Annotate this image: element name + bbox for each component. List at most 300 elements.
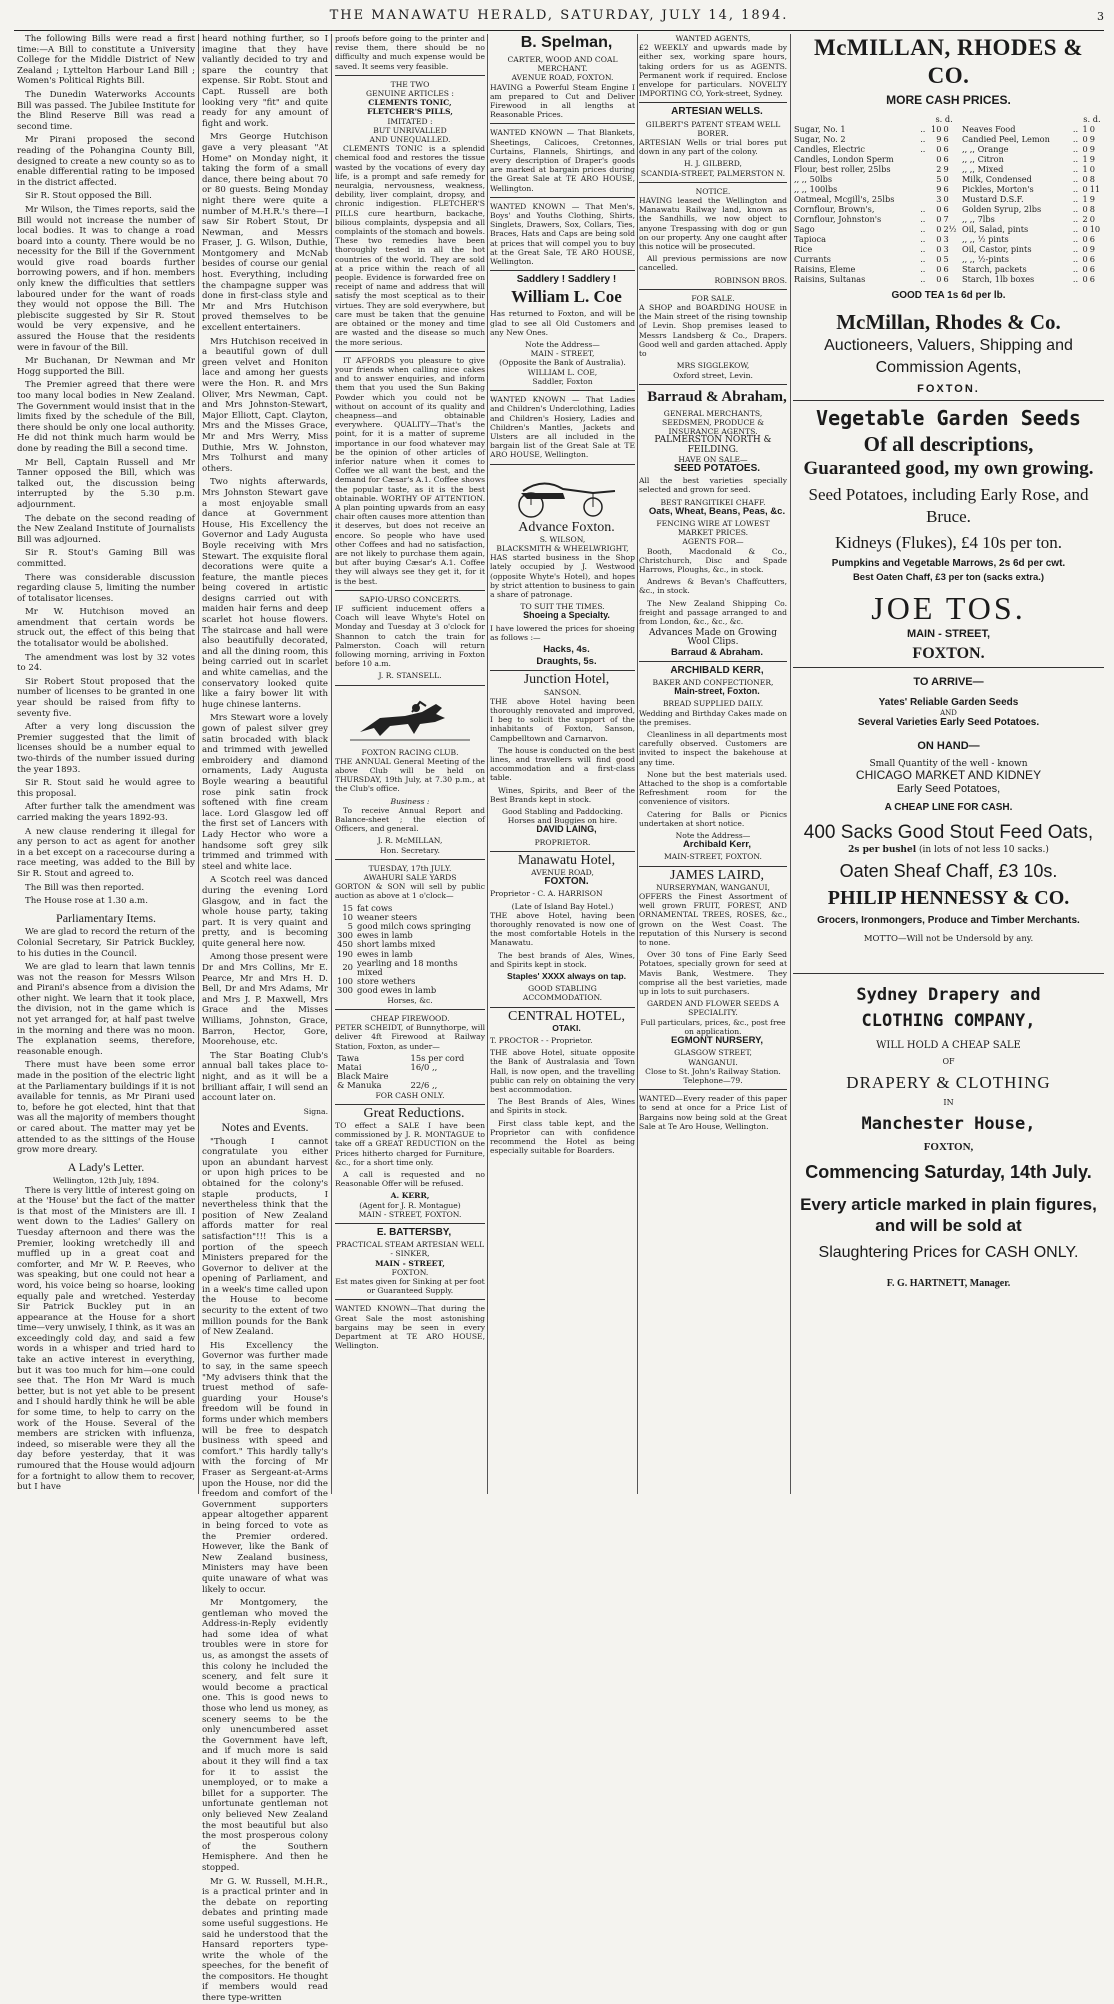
advert-line: Several Varieties Early Seed Potatoes. bbox=[857, 716, 1040, 728]
table-row bbox=[793, 204, 1104, 214]
table-cell: .. bbox=[920, 223, 926, 234]
advert-line: PALMERSTON NORTH & FEILDING. bbox=[654, 435, 772, 455]
advert-line: OF bbox=[942, 1057, 955, 1067]
advert-line: CLEMENTS TONIC, bbox=[368, 98, 452, 108]
advert-heading: ARTESIAN WELLS. bbox=[671, 106, 763, 118]
advert-heading: Barraud & Abraham, bbox=[647, 388, 787, 405]
table-row bbox=[793, 144, 1104, 154]
table-row bbox=[793, 124, 1104, 134]
table-cell: .. bbox=[1072, 133, 1079, 144]
table-cell: 0 bbox=[936, 153, 942, 164]
article-paragraph: The Star Boating Club's annual ball takes place to-night, and as it will be a brilliant affair, I will send an account later on. bbox=[202, 1050, 328, 1104]
advert-te-aro bbox=[335, 1299, 485, 1350]
advert-heading: Junction Hotel, bbox=[523, 672, 610, 688]
table-cell: Golden Syrup, 2lbs bbox=[961, 203, 1042, 214]
advert-joe-tos bbox=[793, 400, 1104, 663]
article-paragraph: The Premier agreed that there were too many local bodies in New Zealand. The Government would insist that in the limits fixed by the schedule of the Bill, there should be only one local authority. He did not think much harm would be done by reading the Bill a second time. bbox=[17, 380, 195, 454]
table-cell: 6 bbox=[1089, 263, 1095, 274]
table-cell: 5 bbox=[943, 253, 949, 264]
dateline: Wellington, 12th July, 1894. bbox=[52, 1176, 160, 1186]
advert-body: To receive Annual Report and Balance-sheet ; the election of Officers, and general. bbox=[335, 805, 485, 834]
advert-line: Kidneys (Flukes), £4 10s per ton. bbox=[834, 532, 1063, 552]
table-cell: 0 bbox=[1082, 223, 1088, 234]
advert-body: THE ANNUAL General Meeting of the above Club will be held on THURSDAY, 19th July, at 7.30 p.m., at the Club's office. bbox=[335, 756, 485, 794]
advert-line: IN bbox=[943, 1098, 954, 1108]
firewood-price-list bbox=[335, 1054, 485, 1091]
advert-body: Wines, Spirits, and Beer of the Best Brands kept in stock. bbox=[490, 785, 635, 804]
advert-barraud-abraham bbox=[639, 384, 787, 657]
table-cell: 6 bbox=[1089, 233, 1095, 244]
column-3 bbox=[335, 34, 485, 1494]
advert-body: Has returned to Foxton, and will be glad to see all Old Customers and any New Ones. bbox=[490, 309, 635, 337]
advert-te-aro-wanted bbox=[639, 1089, 787, 1131]
table-row bbox=[793, 224, 1104, 234]
article-paragraph: heard nothing further, so I imagine that they have valiantly decided to try and spare the country that expense. Sir Robt. Stout and Capt. Russell are both looking very "fit" and quite ready for any amount of fight and work. bbox=[202, 34, 328, 129]
advert-line: FOXTON, bbox=[923, 1141, 974, 1154]
table-cell: Oatmeal, Mcgill's, 25lbs bbox=[794, 193, 895, 204]
table-cell: 6 bbox=[1089, 253, 1095, 264]
advert-line: Best Oaten Chaff, £3 per ton (sacks extra.) bbox=[852, 572, 1045, 584]
advert-artesian-wells bbox=[639, 102, 787, 177]
advert-line: Horses, &c. bbox=[387, 995, 433, 1005]
article-paragraph: The debate on the second reading of the New Zealand Institute of Journalists Bill was adjourned. bbox=[17, 513, 195, 545]
table-cell: 1 bbox=[1082, 193, 1088, 204]
table-cell: ,, ,, 7lbs bbox=[961, 213, 995, 224]
advert-line: OTAKI. bbox=[552, 1022, 581, 1033]
table-cell: .. bbox=[1072, 193, 1079, 204]
advert-te-aro-ladies bbox=[490, 390, 635, 459]
masthead-title: THE MANAWATU HERALD, SATURDAY, JULY 14, 1894. bbox=[329, 8, 789, 23]
advert-line: Saddlery ! Saddlery ! bbox=[516, 274, 617, 286]
advert-line: Oats, Wheat, Beans, Peas, &c. bbox=[648, 505, 786, 517]
advert-body: Over 30 tons of Fine Early Seed Potatoes, specially grown for seed at Mavis Bank, Westmere. They comprise all the best varieties, made up in lots to suit purchasers. bbox=[639, 950, 787, 997]
advert-manawatu-hotel bbox=[490, 851, 635, 1003]
table-cell: Sugar, No. 1 bbox=[794, 123, 846, 134]
article-paragraph: Mr Bell, Captain Russell and Mr Tanner opposed the Bill, which was talked out, the discussion being interrupted by the 5.30 p.m. adjournment. bbox=[17, 457, 195, 510]
table-cell: .. bbox=[1072, 143, 1079, 154]
table-row bbox=[793, 214, 1104, 224]
advert-line: A CHEAP LINE FOR CASH. bbox=[884, 801, 1013, 813]
table-cell: 0 bbox=[936, 263, 942, 274]
advert-line: Auctioneers, Valuers, Shipping and Commission Agents, bbox=[824, 337, 1073, 377]
table-cell: 6 bbox=[943, 203, 949, 214]
table-cell: .. bbox=[1072, 273, 1079, 284]
advert-heading: NOTICE. bbox=[695, 186, 731, 196]
article-paragraph: Mr W. Hutchison moved an amendment that certain words be struck out, the effect of this being that the totalisator would be abolished. bbox=[17, 607, 195, 650]
article-paragraph: The amendment was lost by 32 votes to 24. bbox=[17, 652, 195, 674]
table-cell: short lambs mixed bbox=[357, 939, 436, 950]
advert-line: Yates' Reliable Garden Seeds bbox=[878, 697, 1019, 709]
advert-line: TO SUIT THE TIMES. bbox=[520, 602, 605, 612]
column-rule bbox=[487, 34, 488, 1494]
advert-heading: WANTED AGENTS, bbox=[675, 34, 751, 43]
advert-line: TUESDAY, 17th JULY. bbox=[368, 863, 452, 873]
advert-body: TO effect a SALE I have been commissioned by J. R. MONTAGUE to take off a GREAT REDUCTION on the Prices hitherto charged for Furniture, &c., for a short time only. bbox=[335, 1120, 485, 1167]
advert-body: The best brands of Ales, Wines, and Spirits kept in stock. bbox=[490, 950, 635, 969]
advert-line: Oaten Sheaf Chaff, £3 10s. bbox=[839, 861, 1058, 882]
advert-hennessy bbox=[793, 667, 1104, 944]
article-paragraph: The following Bills were read a first time:—A Bill to constitute a University College for the Middle District of New Zealand ; Lyttelton Harbour Land Bill ; Women's Political Rights Bill. bbox=[17, 34, 195, 87]
table-row bbox=[793, 184, 1104, 194]
advert-line: Note the Address— bbox=[525, 340, 600, 350]
advert-line: S. WILSON, bbox=[539, 534, 586, 544]
table-cell: .. bbox=[1072, 263, 1079, 274]
table-cell: Matai bbox=[337, 1061, 362, 1072]
column-rule bbox=[790, 34, 791, 1494]
table-cell: Rice bbox=[794, 243, 813, 254]
column-1 bbox=[17, 34, 195, 1494]
advert-great-reductions bbox=[335, 1104, 485, 1219]
advert-line: MAIN - STREET, bbox=[530, 349, 595, 359]
article-paragraph: His Excellency the Governor was further made to say, in the same speech "My advisers think that the truest method of safe-guarding your House's freedom will be found in forms under which members will be free to despatch business with speed and comfort." This hardly tally's with the forcing of Mr Fraser as Sergeant-at-Arms upon the House, nor did the freedom and comfort of the Government supporters appear altogether apparent in being forced to vote as the Premier ordered. However, like the Bank of New Zealand business, Ministers may have been quite unaware of what was likely to occur. bbox=[202, 1340, 328, 1595]
table-cell: 0 bbox=[936, 273, 942, 284]
table-cell: 5 bbox=[936, 173, 942, 184]
article-paragraph: "Though I cannot congratulate you either upon an abundant harvest or upon high prices to be obtained for the colony's staple products, I nevertheless think that the position of New Zealand affords matter for real satisfaction"!!! This is a portion of the speech Ministers prepared for the Governor to deliver at the opening of Parliament, and in a week's time called upon the House to become security to the extent of two million pounds for the Bank of New Zealand. bbox=[202, 1136, 328, 1338]
table-cell: 100 bbox=[337, 976, 353, 987]
table-cell: .. bbox=[920, 143, 926, 154]
table-cell: .. bbox=[920, 263, 926, 274]
article-paragraph: Mrs Stewart wore a lovely gown of palest silver grey satin brocaded with black and trimmed with jewelled embroidery and diamond ornaments, Lady Augusta Boyle wearing a beautiful rose pink satin frock softened with fine cream lace. Lord Glasgow led off the first set of Lancers with Lady Hector who wore a handsome soft grey silk trimmed and trimmed with steel and white lace. bbox=[202, 713, 328, 872]
advert-heading: SAPIO-URSO CONCERTS. bbox=[359, 594, 461, 604]
table-cell: Mustard D.S.F. bbox=[961, 193, 1024, 204]
table-cell: 0 bbox=[1089, 213, 1095, 224]
article-paragraph: Sir R. Stout's Gaming Bill was committed. bbox=[17, 548, 195, 569]
table-cell: 0 bbox=[1082, 263, 1088, 274]
advert-wanted-agents bbox=[639, 34, 787, 98]
table-cell: .. bbox=[1072, 223, 1079, 234]
advert-line: (Opposite the Bank of Australia). bbox=[499, 358, 626, 368]
table-row bbox=[335, 1081, 485, 1090]
table-row bbox=[793, 254, 1104, 264]
advert-line: Staples' XXXX always on tap. bbox=[506, 971, 627, 982]
table-cell: store wethers bbox=[357, 976, 416, 987]
advert-line: Shoeing a Specialty. bbox=[523, 610, 610, 621]
article-paragraph: The House rose at 1.30 a.m. bbox=[25, 896, 148, 907]
table-cell: 10 bbox=[931, 123, 942, 134]
table-cell: 9 bbox=[943, 163, 949, 174]
advert-line: GILBERT'S PATENT STEAM WELL BORER. bbox=[645, 119, 781, 138]
advert-wilson-blacksmith bbox=[490, 464, 635, 667]
table-cell: 1 bbox=[1082, 163, 1088, 174]
table-cell: Sago bbox=[794, 223, 815, 234]
advert-line: Grocers, Ironmongers, Produce and Timber Merchants. bbox=[817, 915, 1080, 927]
table-cell bbox=[918, 154, 927, 164]
advert-heading: THE TWO bbox=[390, 79, 430, 89]
advert-heading: FOXTON RACING CLUB. bbox=[361, 747, 459, 757]
table-cell: fat cows bbox=[357, 902, 393, 913]
table-row bbox=[793, 274, 1104, 284]
advert-line: FENCING WIRE AT LOWEST MARKET PRICES. bbox=[656, 518, 770, 538]
advert-line: BLACKSMITH & WHEELWRIGHT, bbox=[496, 543, 629, 553]
table-cell: .. bbox=[1072, 253, 1079, 264]
table-cell: Pickles, Morton's bbox=[961, 183, 1034, 194]
article-paragraph: Mr Wilson, the Times reports, said the Bill would not increase the number of local bodies. It was to change a road board into a county. There would be no necessity for the Bill if the Government would give road boards further borrowing powers, and if hon. members only knew the difficulties that settlers laboured under for the want of roads they would not oppose the Bill. The plebiscite suggested by Sir R. Stout would be very expensive, and he assured the House that the residents were in favour of the Bill. bbox=[17, 204, 195, 353]
article-paragraph: A Scotch reel was danced during the evening Lord Glasgow, and in fact the whole house party, taking part. It is very quaint and pretty, and is becoming quite general here now. bbox=[202, 875, 328, 949]
article-paragraph: Sir R. Stout opposed the Bill. bbox=[25, 191, 152, 202]
advert-signature: Saddler, Foxton bbox=[532, 376, 593, 386]
advert-body: Cleanliness in all departments most carefully observed. Customers are invited to inspect the bakehouse at any time. bbox=[639, 730, 787, 767]
column-2 bbox=[202, 34, 328, 2004]
advert-line: MAIN - STREET, bbox=[906, 628, 991, 641]
advert-sydney-drapery bbox=[793, 973, 1104, 1290]
advert-heading: Sydney Drapery and bbox=[856, 984, 1041, 1005]
table-cell: .. bbox=[1072, 233, 1079, 244]
page-mark: 3 bbox=[1097, 10, 1104, 23]
advert-heading: Advance Foxton. bbox=[518, 519, 615, 535]
advert-line: BEST RANGITIKEI CHAFF. bbox=[660, 497, 766, 507]
table-cell: 11 bbox=[1089, 183, 1101, 194]
advert-heading: McMillan, Rhodes & Co. bbox=[836, 310, 1061, 335]
advert-body: OFFERS the Finest Assortment of well grown FRUIT, FOREST, AND ORNAMENTAL TREES, ROSES, &c., grown on the West Coast. The reputation of this Nursery is second to none. bbox=[639, 892, 787, 948]
table-cell: ,, ,, 50lbs bbox=[794, 173, 833, 184]
table-cell: 8 bbox=[1089, 173, 1095, 184]
advert-notice bbox=[639, 182, 787, 285]
table-cell bbox=[918, 174, 927, 184]
advert-heading: FOR SALE. bbox=[691, 293, 735, 303]
advert-body: THE above Hotel, situate opposite the Bank of Australasia and Town Hall, is now open, and the travelling public can rely on obtaining the very best accommodation. bbox=[490, 1048, 635, 1095]
table-cell: Raisins, Eleme bbox=[794, 263, 856, 274]
advert-body: IF sufficient inducement offers a Coach will leave Whyte's Hotel on Monday and Tuesday at 3 o'clock for Shannon to catch the train for Palmerston. Coach will return following morning, arriving in Foxton before 10 a.m. bbox=[335, 603, 485, 669]
table-cell: 190 bbox=[337, 948, 353, 959]
table-row bbox=[793, 194, 1104, 204]
advert-body: GORTON & SON will sell by public auction as above at 1 o'clock— bbox=[335, 882, 485, 901]
advert-line: AND UNEQUALLED. bbox=[369, 135, 451, 145]
advert-body: WANTED KNOWN — That Blankets, Sheetings, Calicoes, Cretonnes, Curtains, Flannels, Shirtings, and every description of Draper's goods are marked at bargain prices during the Great Sale at TE ARO HOUSE, Wellington. bbox=[490, 128, 635, 193]
table-cell: Milk, Condensed bbox=[961, 173, 1032, 184]
article-paragraph: We are glad to record the return of the Colonial Secretary, Sir Patrick Buckley, to his duties in the Council. bbox=[17, 927, 196, 959]
column-rule bbox=[331, 34, 332, 1494]
advert-body: Booth, Macdonald & Co., Christchurch, Disc and Spade Harrows, Ploughs, &c., in stock. bbox=[639, 546, 787, 574]
table-row bbox=[335, 986, 485, 995]
advert-line: FLETCHER'S PILLS, bbox=[367, 107, 453, 117]
table-row bbox=[793, 234, 1104, 244]
table-row bbox=[793, 154, 1104, 164]
advert-line: FOXTON. bbox=[391, 1267, 429, 1277]
advert-line: Advances Made on Growing Wool Clips. bbox=[648, 628, 777, 648]
table-cell: good milch cows springing bbox=[357, 921, 471, 932]
advert-line: MAIN - STREET, bbox=[375, 1258, 445, 1268]
advert-line: Early Seed Potatoes, bbox=[896, 782, 1001, 795]
table-cell: 0 bbox=[936, 203, 942, 214]
table-cell: ,, ,, 100lbs bbox=[794, 183, 838, 194]
advert-coe-saddlery bbox=[490, 270, 635, 386]
advert-line: Commencing Saturday, 14th July. bbox=[805, 1162, 1092, 1183]
table-cell: .. bbox=[920, 203, 926, 214]
advert-body: CLEMENTS TONIC is a splendid chemical food and restores the tissue wasted by the vocations of every day life, is a prompt and safe remedy for neuralgia, nervousness, weakness, debility, liver complaint, dropsy, and chronic indigestion. FLETCHER'S PILLS cure heartburn, backache, bilious complaints, dyspepsia and all complaints of the stomach and bowels. These two remedies have been thoroughly tested in all the hot countries of the world. They are sold at a price within the reach of all people. Evidence is forwarded free on receipt of name and address that will satisfy the most sceptical as to their virtues. They are sold everywhere, but care must be taken that the genuine are obtained or the money and time are wasted and the disease so much the more serious. bbox=[335, 144, 485, 347]
article-paragraph: Mrs George Hutchison gave a very pleasant "At Home" on Monday night, it taking the form of a small dance, there being about 70 or 80 guests. Being Monday night there were quite a number of M.H.R.'s there—I saw Sir Robert Stout, Dr Newman, and Messrs Fraser, J. G. Wilson, Duthie, Montgomery and McNab besides of course our genial host. Everything, including the champagne supper was done in first-class style and Mr and Mrs Hutchison proved themselves to be excellent entertainers. bbox=[202, 132, 328, 334]
table-cell: Raisins, Sultanas bbox=[794, 273, 866, 284]
table-cell: 0 bbox=[1082, 253, 1088, 264]
table-cell: Black Maire bbox=[337, 1071, 389, 1082]
column-rule bbox=[198, 34, 199, 1494]
advert-signature: MAIN-STREET, FOXTON. bbox=[664, 852, 762, 862]
table-cell: ,, ,, ½-pints bbox=[961, 253, 1009, 264]
table-row bbox=[793, 164, 1104, 174]
advert-line: Note the Address— bbox=[675, 831, 751, 841]
table-cell: 6 bbox=[943, 133, 949, 144]
advert-central-hotel bbox=[490, 1007, 635, 1156]
advert-body: All the best varieties specially selected and grown for seed. bbox=[639, 476, 787, 495]
table-cell: 300 bbox=[337, 985, 353, 996]
table-cell: 15 bbox=[342, 902, 353, 913]
column-5 bbox=[639, 34, 787, 1494]
table-cell: weaner steers bbox=[357, 911, 418, 922]
buggy-illustration bbox=[503, 473, 623, 519]
advert-line: GOOD TEA 1s 6d per lb. bbox=[891, 289, 1006, 301]
advert-line: AVENUE ROAD, FOXTON. bbox=[511, 73, 614, 83]
advert-line: EGMONT NURSERY, bbox=[670, 1035, 764, 1047]
advert-line: (Late of Island Bay Hotel.) bbox=[511, 901, 614, 911]
table-cell: .. bbox=[920, 123, 926, 134]
table-cell: 22/6 ,, bbox=[410, 1080, 438, 1091]
advert-note: (in lots of not less 10 sacks.) bbox=[919, 845, 1049, 855]
advert-heading: ARCHIBALD KERR, bbox=[670, 664, 764, 676]
table-cell: 9 bbox=[1089, 143, 1095, 154]
table-cell: 9 bbox=[1089, 133, 1095, 144]
advert-line: Of all descriptions, bbox=[863, 431, 1034, 456]
advert-body: ARTESIAN Wells or trial bores put down in any part of the colony. bbox=[639, 138, 787, 157]
table-cell: 0 bbox=[1082, 243, 1088, 254]
advert-line: AND bbox=[940, 708, 957, 717]
article-paragraph: The Bill was then reported. bbox=[25, 882, 145, 893]
table-cell: 0 bbox=[936, 223, 942, 234]
advert-body: WANTED—Every reader of this paper to send at once for a Price List of Bargains now being sold at the Great Sale at Te Aro House, Wellington. bbox=[639, 1094, 787, 1131]
advert-body: The Best Brands of Ales, Wines and Spirits in stock. bbox=[490, 1097, 635, 1116]
advert-body: HAS started business in the Shop lately occupied by J. Westwood (opposite Whyte's Hotel), and hopes by strict attention to business to gain a share of patronage. bbox=[490, 553, 635, 599]
table-cell: Candles, Electric bbox=[794, 143, 865, 154]
table-cell: 3 bbox=[943, 243, 949, 254]
advert-body: £2 WEEKLY and upwards made by either sex, working spare hours, taking orders for us as AGENTS. Permanent work if required. Enclose envelope for particulars. NOVELTY IMPORTING CO, York-street, Sydney. bbox=[639, 43, 787, 99]
table-cell: .. bbox=[920, 233, 926, 244]
advert-line: Every article marked in plain figures, and will be sold at bbox=[800, 1195, 1097, 1236]
advert-james-laird bbox=[639, 866, 787, 1085]
table-cell: .. bbox=[1072, 213, 1079, 224]
table-cell: good ewes in lamb bbox=[357, 985, 437, 996]
advert-signature: DAVID LAING, bbox=[536, 824, 597, 835]
advert-signature: A. KERR, bbox=[390, 1191, 430, 1201]
advert-line: Close to St. John's Railway Station. bbox=[645, 1066, 781, 1076]
advert-line: WILL HOLD A CHEAP SALE bbox=[876, 1039, 1021, 1051]
advert-sapio-urso bbox=[335, 590, 485, 681]
table-cell: 15s per cord bbox=[410, 1052, 465, 1063]
advert-body: PETER SCHEIDT, of Bunnythorpe, will deliver 4ft Firewood at Railway Station, Foxton, as under— bbox=[335, 1023, 485, 1051]
table-cell: 0 bbox=[1082, 233, 1088, 244]
article-paragraph: Mr Pirani proposed the second reading of the Pohangina County Bill, designed to create a new county so as to enable differential rating to be imposed in the district affected. bbox=[17, 135, 195, 188]
table-cell: .. bbox=[1072, 163, 1079, 174]
article-paragraph: Sir R. Stout said he would agree to this proposal. bbox=[17, 778, 195, 799]
table-cell: 16/0 ,, bbox=[410, 1061, 438, 1072]
advert-archibald-kerr bbox=[639, 661, 787, 862]
advert-signature: Barraud & Abraham. bbox=[670, 646, 764, 658]
column-6 bbox=[793, 34, 1104, 1494]
advert-line: BREAD SUPPLIED DAILY. bbox=[662, 699, 764, 709]
column-rule bbox=[637, 34, 638, 1494]
advert-name: PHILIP HENNESSY & CO. bbox=[827, 887, 1070, 910]
advert-for-sale bbox=[639, 289, 787, 380]
advert-line: PRACTICAL STEAM ARTESIAN WELL - SINKER, bbox=[335, 1240, 485, 1259]
advert-heading: AWAHURI SALE YARDS bbox=[363, 873, 457, 883]
advert-heading: William L. Coe bbox=[511, 287, 622, 307]
advert-signature: MRS SIGGLEKOW, bbox=[676, 361, 750, 371]
table-cell: Neaves Food bbox=[961, 123, 1016, 134]
advert-line: FOR CASH ONLY. bbox=[375, 1090, 445, 1100]
table-cell: Starch, packets bbox=[961, 263, 1027, 274]
advert-line: IMITATED : bbox=[387, 116, 433, 126]
advert-signature: H. J. GILBERD, bbox=[684, 159, 742, 169]
racehorse-illustration bbox=[350, 694, 470, 744]
advert-line: Good Stabling and Paddocking. bbox=[502, 807, 623, 816]
table-cell: 0 bbox=[943, 193, 949, 204]
advert-heading: Great Reductions. bbox=[363, 1105, 465, 1121]
advert-price: Draughts, 5s. bbox=[536, 656, 597, 668]
advert-line: GENERAL MERCHANTS, SEEDSMEN, PRODUCE & INSURANCE AGENTS. bbox=[662, 408, 764, 437]
table-cell: Currants bbox=[794, 253, 832, 264]
table-cell: .. bbox=[1072, 243, 1079, 254]
table-cell: 10 bbox=[1089, 223, 1101, 234]
advert-body: HAVING a Powerful Steam Engine I am prepared to Cut and Deliver Firewood in all lengths at Reasonable Prices. bbox=[490, 82, 635, 120]
article-paragraph: We are glad to learn that lawn tennis was not the reason for Messrs Wilson and Pirani's absence from a division the other night. We learn that it took place, the division, not in the game which is not yet arranged for, at half past twelve in the morning and there was no moon. The explanation seems, therefore, reasonable enough. bbox=[17, 962, 195, 1057]
advert-body: The New Zealand Shipping Co. freight and passage arranged to and from London, &c., &c., &c. bbox=[639, 598, 787, 626]
advert-line: HAVE ON SALE— bbox=[678, 454, 748, 464]
advert-body: Wedding and Birthday Cakes made on the premises. bbox=[639, 708, 787, 727]
table-cell: 2 bbox=[1082, 213, 1088, 224]
advert-line: NURSERYMAN, WANGANUI, bbox=[656, 882, 770, 892]
table-cell: 1 bbox=[1082, 153, 1088, 164]
advert-line: SANSON. bbox=[543, 687, 582, 697]
table-cell: Cornflour, Johnston's bbox=[794, 213, 882, 224]
advert-body: The house is conducted on the best lines, and travellers will find good accommodation and a first-class table. bbox=[490, 745, 635, 783]
advert-signature: (Agent for J. R. Montague) bbox=[359, 1200, 461, 1210]
article-paragraph: After further talk the amendment was carried making the years 1892-93. bbox=[17, 802, 195, 823]
advert-awahuri-sale bbox=[335, 859, 485, 1005]
advert-name: JOE TOS. bbox=[871, 590, 1026, 627]
advert-line: CHICAGO MARKET AND KIDNEY bbox=[855, 768, 1042, 783]
table-cell: .. bbox=[920, 243, 926, 254]
table-cell: ewes in lamb bbox=[357, 948, 413, 959]
table-cell: 3 bbox=[936, 193, 942, 204]
table-cell: 0 bbox=[936, 243, 942, 254]
advert-body: First class table kept, and the Proprietor can with confidence recommend the Hotel as being especially suitable for Boarders. bbox=[490, 1118, 635, 1156]
advert-line: DRAPERY & CLOTHING bbox=[846, 1073, 1051, 1093]
table-cell: 7 bbox=[943, 213, 949, 224]
table-cell: Candles, London Sperm bbox=[794, 153, 894, 164]
table-cell: 6 bbox=[943, 263, 949, 274]
advert-line: Seed Potatoes, including Early Rose, and Bruce. bbox=[808, 484, 1089, 526]
table-cell: 1 bbox=[1082, 123, 1088, 134]
advert-signature: Oxford street, Levin. bbox=[673, 370, 753, 380]
table-cell: ,, ,, Orange bbox=[961, 143, 1009, 154]
table-cell: 6 bbox=[943, 273, 949, 284]
table-cell: Tawa bbox=[337, 1052, 360, 1063]
article-paragraph: There must have been some error made in the position of the electric light at the Parliamentary buildings if it is not available for tennis, as Mr Pirani used to, before he got elected, hint that that was all the majority of members thought or cared about. The matter may yet be attended to as the sittings of the House grow more dreary. bbox=[17, 1060, 195, 1156]
advert-body: A call is requested and no Reasonable Offer will be refused. bbox=[335, 1169, 485, 1189]
advert-line: ON HAND— bbox=[917, 740, 980, 753]
section-heading: Parliamentary Items. bbox=[56, 910, 156, 925]
table-cell: 0 bbox=[1089, 123, 1095, 134]
table-cell: 9 bbox=[936, 133, 942, 144]
table-cell: .. bbox=[1072, 203, 1079, 214]
table-row bbox=[793, 264, 1104, 274]
table-cell: ,, ,, Mixed bbox=[961, 163, 1004, 174]
table-cell: 5 bbox=[347, 921, 353, 932]
table-cell: Oil, Castor, pints bbox=[961, 243, 1032, 254]
advert-line: BUT UNRIVALLED bbox=[373, 125, 447, 135]
table-cell: 2 bbox=[936, 163, 942, 174]
table-cell: 0 bbox=[1082, 133, 1088, 144]
table-cell: .. bbox=[1072, 183, 1079, 194]
advert-signature: Archibald Kerr, bbox=[682, 839, 752, 851]
table-cell: Cornflour, Brown's, bbox=[794, 203, 875, 214]
